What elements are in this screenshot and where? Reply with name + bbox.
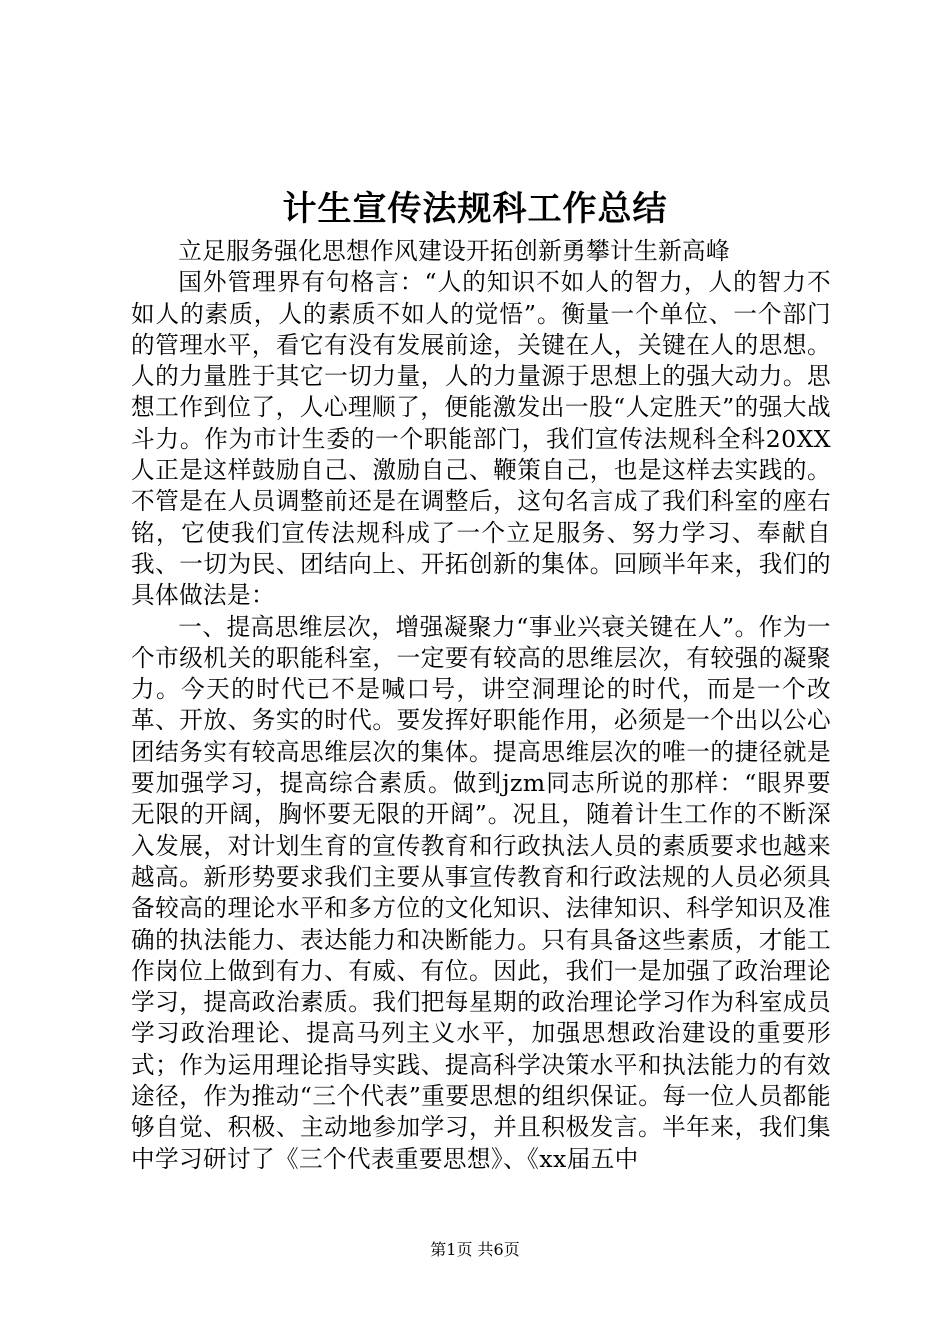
page-number-footer: 第1页 共6页	[430, 1240, 520, 1259]
paragraph-section-one: 一、提高思维层次，增强凝聚力“事业兴衰关键在人”。作为一个市级机关的职能科室，一定要有较高的思维层次，有较强的凝聚力。今天的时代已不是喊口号，讲空洞理论的时代，而是一个改革、开放、务实的时代。要发挥好职能作用，必须是一个出以公心团结务实有较高思维层次的集体。提高思维层次的唯一的捷径就是要加强学习，提高综合素质。做到jzm同志所说的那样：“眼界要无限的开阔，胸怀要无限的开阔”。况且，随着计生工作的不断深入发展，对计划生育的宣传教育和行政执法人员的素质要求也越来越高。新形势要求我们主要从事宣传教育和行政法规的人员必须具备较高的理论水平和多方位的文化知识、法律知识、科学知识及准确的执法能力、表达能力和决断能力。只有具备这些素质，才能工作岗位上做到有力、有威、有位。因此，我们一是加强了政治理论学习，提高政治素质。我们把每星期的政治理论学习作为科室成员学习政治理论、提高马列主义水平，加强思想政治建设的重要形式；作为运用理论指导实践、提高科学决策水平和执法能力的有效途径，作为推动“三个代表”重要思想的组织保证。每一位人员都能够自觉、积极、主动地参加学习，并且积极发言。半年来，我们集中学习研讨了《三个代表重要思想》、《xx届五中	[131, 612, 831, 1173]
paragraph-intro: 国外管理界有句格言：“人的知识不如人的智力，人的智力不如人的素质，人的素质不如人的觉悟”。衡量一个单位、一个部门的管理水平，看它有没有发展前途，关键在人，关键在人的思想。人的力量胜于其它一切力量，人的力量源于思想上的强大动力。思想工作到位了，人心理顺了，便能激发出一股“人定胜天”的强大战斗力。作为市计生委的一个职能部门，我们宣传法规科全科20XX人正是这样鼓励自己、激励自己、鞭策自己，也是这样去实践的。不管是在人员调整前还是在调整后，这句名言成了我们科室的座右铭，它使我们宣传法规科成了一个立足服务、努力学习、奉献自我、一切为民、团结向上、开拓创新的集体。回顾半年来，我们的具体做法是：	[131, 268, 831, 610]
document-title: 计生宣传法规科工作总结	[282, 189, 668, 229]
document-body	[131, 236, 831, 1175]
document-subtitle: 立足服务强化思想作风建设开拓创新勇攀计生新高峰	[178, 237, 731, 265]
